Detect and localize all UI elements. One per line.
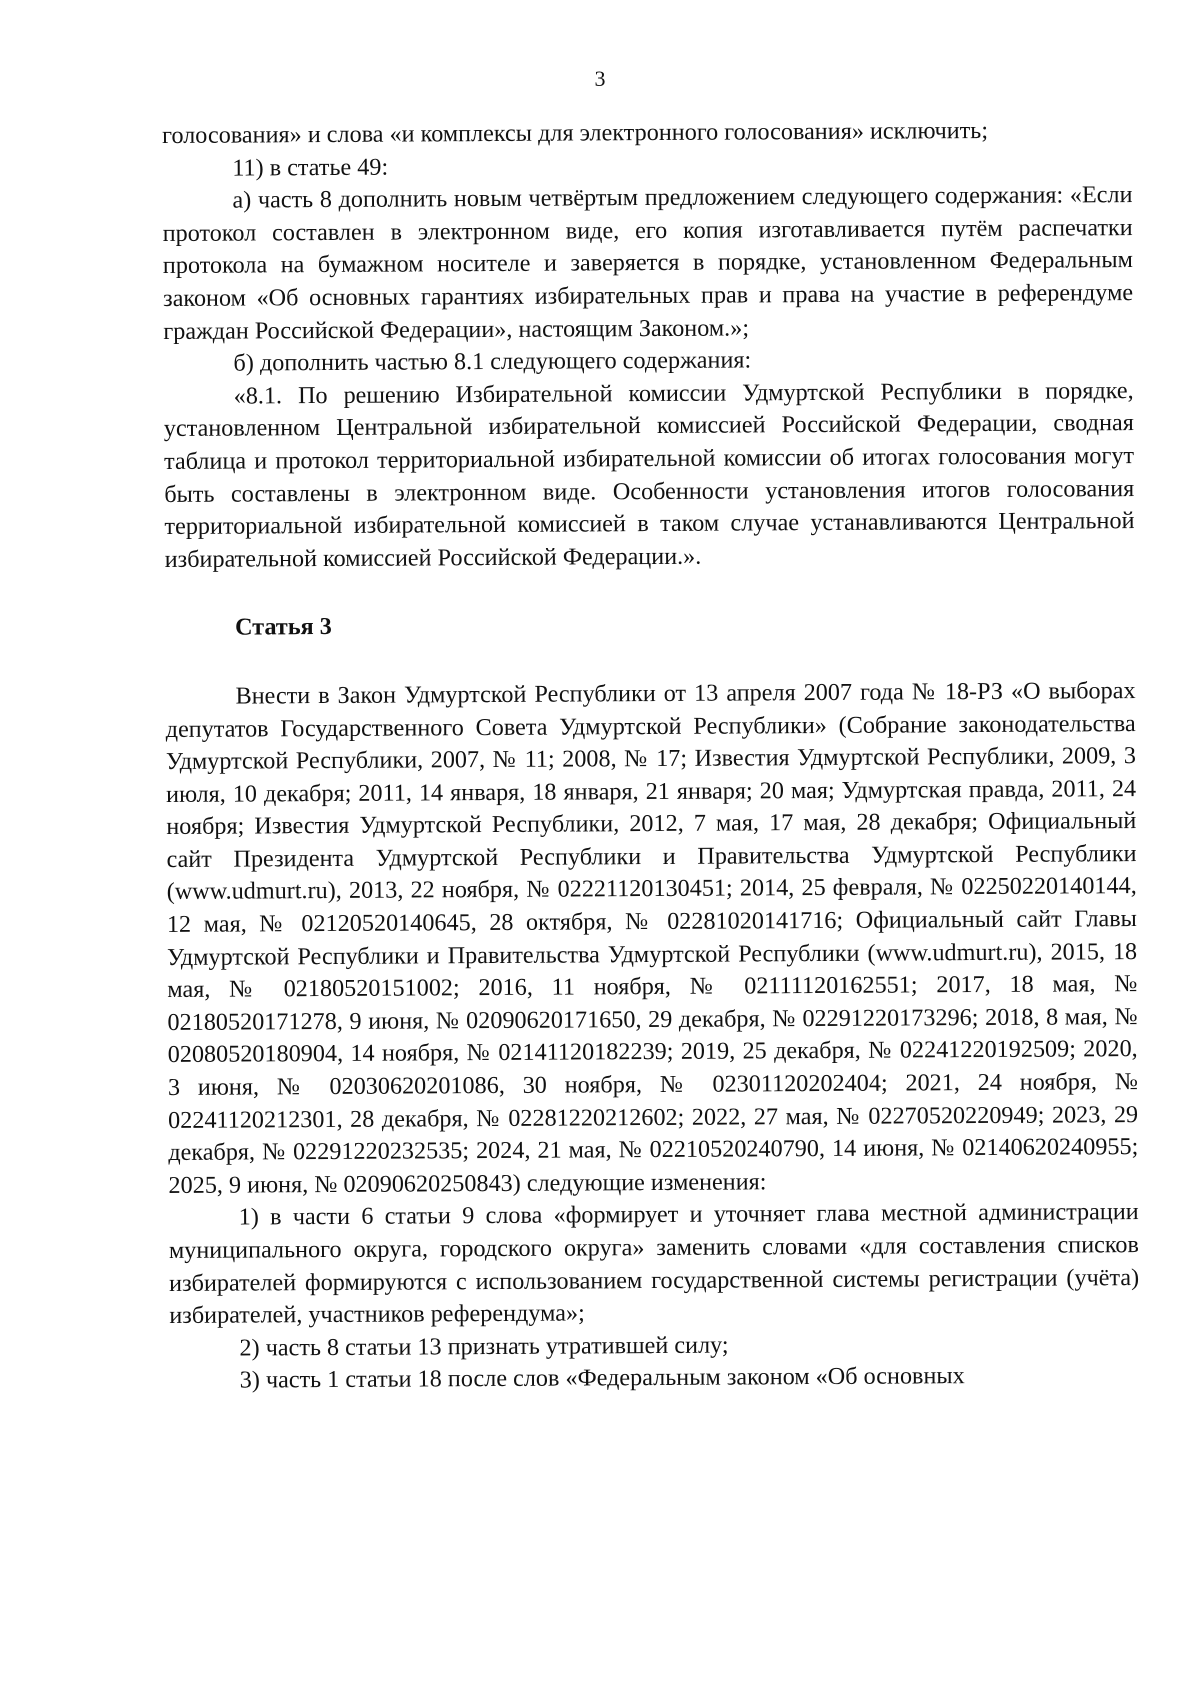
paragraph: б) дополнить частью 8.1 следующего содержания: [233, 346, 752, 377]
paragraph: 1) в части 6 статьи 9 слова «формирует и уточняет глава местной администрации муниципального округа, городского округа» заменить словами «для составления списков избирателей формируются с использованием государственной системы регистрации (учёта) избирателей, участников референдума»; [168, 1198, 1140, 1330]
article-2-continuation [162, 114, 1135, 576]
paragraph: голосования» и слова «и комплексы для электронного голосования» исключить; [162, 116, 989, 149]
paragraph: «8.1. По решению Избирательной комиссии Удмуртской Республики в порядке, установленном Центральной избирательной комиссией Российской Федерации, сводная таблица и протокол территориальной избирательной комиссии об итогах голосования могут быть составлены в электронном виде. Особенности установления итогов голосования территориальной избирательной комиссией в таком случае устанавливаются Центральной избирательной комиссией Российской Федерации.». [163, 376, 1135, 573]
paragraph: 11) в статье 49: [232, 153, 389, 182]
paragraph: 2) часть 8 статьи 13 признать утратившей силу; [239, 1331, 729, 1362]
paragraph: Внести в Закон Удмуртской Республики от 13 апреля 2007 года № 18-РЗ «О выборах депутатов Государственного Совета Удмуртской Республики» (Собрание законодательства Удмуртской Республики, 2007, № 11; 2008, № 17; Известия Удмуртской Республики, 2009, 3 июля, 10 декабря; 2011, 14 января, 18 января, 21 января; 20 мая; Удмуртская правда, 2011, 24 ноября; Известия Удмуртской Республики, 2012, 7 мая, 17 мая, 28 декабря; Официальный сайт Президента Удмуртской Республики и Правительства Удмуртской Республики (www.udmurt.ru), 2013, 22 ноября, № 02221120130451; 2014, 25 февраля, № 02250220140144, 12 мая, № 02120520140645, 28 октября, № 02281020141716; Официальный сайт Главы Удмуртской Республики и Правительства Удмуртской Республики (www.udmurt.ru), 2015, 18 мая, № 02180520151002; 2016, 11 ноября, № 02111120162551; 2017, 18 мая, № 02180520171278, 9 июня, № 02090620171650, 29 декабря, № 02291220173296; 2018, 8 мая, № 02080520180904, 14 ноября, № 02141120182239; 2019, 25 декабря, № 02241220192509; 2020, 3 июня, № 02030620201086, 30 ноября, № 02301120202404; 2021, 24 ноября, № 02241120212301, 28 декабря, № 02281220212602; 2022, 27 мая, № 02270520220949; 2023, 29 декабря, № 02291220232535; 2024, 21 мая, № 02210520240790, 14 июня, № 02140620240955; 2025, 9 июня, № 02090620250843) следующие изменения: [165, 676, 1139, 1199]
page-number: 3 [594, 66, 606, 91]
article-heading: Статья 3 [235, 613, 332, 641]
document-body [162, 114, 1140, 1398]
article-3-body [165, 675, 1139, 1398]
paragraph: 3) часть 1 статьи 18 после слов «Федеральным законом «Об основных [239, 1362, 965, 1394]
paragraph: а) часть 8 дополнить новым четвёртым предложением следующего содержания: «Если протокол составлен в электронном виде, его копия изготавливается путём распечатки протокола на бумажном носителе и заверяется в порядке, установленном Федеральным законом «Об основных гарантиях избирательных прав и права на участие в референдуме граждан Российской Федерации», настоящим Законом.»; [162, 181, 1134, 345]
